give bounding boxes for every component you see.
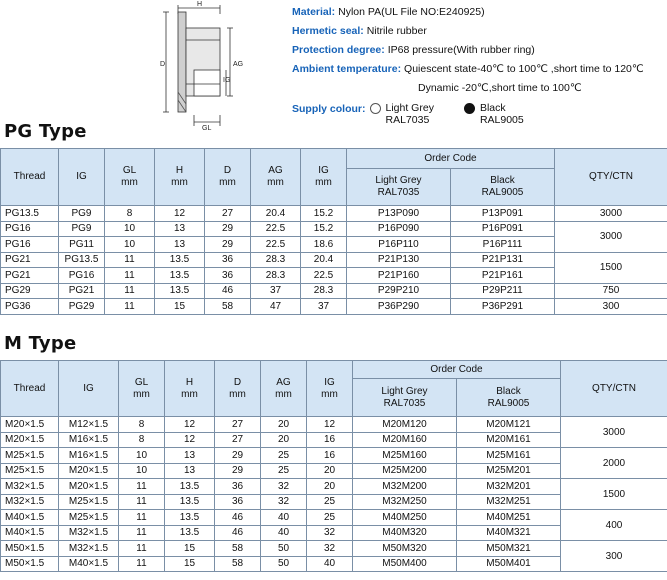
m-type-table	[0, 360, 667, 572]
cell-black: M50M401	[457, 556, 561, 572]
cell-ig2: 25	[307, 510, 353, 526]
cell-d: 58	[215, 541, 261, 557]
cell-h: 15	[155, 299, 205, 315]
cell-h: 13	[165, 463, 215, 479]
pg-col-black: Black RAL9005	[451, 169, 555, 206]
cell-grey: P29P210	[347, 283, 451, 299]
pg-col-light-grey: Light Grey RAL7035	[347, 169, 451, 206]
cell-ag: 25	[261, 448, 307, 464]
cell-black: P13P091	[451, 206, 555, 222]
cell-gl: 10	[105, 237, 155, 253]
cell-d: 36	[215, 479, 261, 495]
cell-ag: 20	[261, 432, 307, 448]
seal-label: Hermetic seal:	[292, 25, 364, 37]
cell-h: 15	[165, 556, 215, 572]
cell-ig: PG13.5	[59, 252, 105, 268]
cell-ig2: 32	[307, 541, 353, 557]
protection-label: Protection degree:	[292, 44, 385, 56]
m-col-h: H mm	[165, 361, 215, 417]
m-col-black: Black RAL9005	[457, 379, 561, 417]
cell-gl: 11	[119, 494, 165, 510]
cell-h: 12	[165, 432, 215, 448]
cell-ig2: 22.5	[301, 268, 347, 284]
cell-grey: M50M400	[353, 556, 457, 572]
cell-ag: 20	[261, 417, 307, 433]
cell-black: P29P211	[451, 283, 555, 299]
cell-thread: PG16	[1, 221, 59, 237]
table-row	[1, 417, 667, 433]
cell-ig2: 15.2	[301, 206, 347, 222]
cell-ig: M20×1.5	[59, 463, 119, 479]
pg-col-thread: Thread	[1, 149, 59, 206]
cell-thread: PG29	[1, 283, 59, 299]
m-type-title: M Type	[4, 333, 77, 354]
cell-gl: 10	[119, 448, 165, 464]
cell-qty: 3000	[561, 417, 667, 448]
cell-grey: P16P090	[347, 221, 451, 237]
cell-grey: M25M200	[353, 463, 457, 479]
cell-h: 13	[165, 448, 215, 464]
light-grey-swatch	[370, 103, 381, 114]
cell-gl: 8	[119, 417, 165, 433]
table-row	[1, 252, 667, 268]
cell-qty: 750	[555, 283, 667, 299]
m-col-ag: AG mm	[261, 361, 307, 417]
cell-black: P21P161	[451, 268, 555, 284]
cell-ig: PG29	[59, 299, 105, 315]
light-grey-name: Light Grey	[385, 102, 434, 114]
cell-d: 46	[205, 283, 251, 299]
pg-col-h: H mm	[155, 149, 205, 206]
spec-protection	[292, 41, 644, 60]
cell-h: 12	[165, 417, 215, 433]
cell-gl: 11	[105, 299, 155, 315]
cell-d: 27	[205, 206, 251, 222]
cell-ag: 50	[261, 541, 307, 557]
cell-gl: 8	[119, 432, 165, 448]
cell-qty: 1500	[561, 479, 667, 510]
reducer-drawing	[150, 0, 250, 135]
cell-gl: 11	[105, 283, 155, 299]
m-col-gl: GL mm	[119, 361, 165, 417]
cell-ig2: 40	[307, 556, 353, 572]
cell-grey: M32M250	[353, 494, 457, 510]
cell-ig: M20×1.5	[59, 479, 119, 495]
cell-h: 13.5	[165, 479, 215, 495]
cell-ag: 32	[261, 494, 307, 510]
cell-h: 13	[155, 221, 205, 237]
cell-grey: M32M200	[353, 479, 457, 495]
cell-ig: M16×1.5	[59, 448, 119, 464]
cell-gl: 8	[105, 206, 155, 222]
cell-ag: 47	[251, 299, 301, 315]
cell-black: M20M121	[457, 417, 561, 433]
cell-d: 27	[215, 417, 261, 433]
cell-ig2: 12	[307, 417, 353, 433]
cell-grey: P13P090	[347, 206, 451, 222]
cell-grey: M40M320	[353, 525, 457, 541]
cell-ig2: 20	[307, 463, 353, 479]
cell-h: 13.5	[165, 510, 215, 526]
temperature-value: Quiescent state-40℃ to 100℃ ,short time to 120℃	[404, 63, 644, 75]
cell-ig2: 16	[307, 432, 353, 448]
black-name: Black	[479, 102, 506, 114]
pg-col-gl: GL mm	[105, 149, 155, 206]
cell-ig2: 18.6	[301, 237, 347, 253]
pg-col-d: D mm	[205, 149, 251, 206]
table-row	[1, 299, 667, 315]
cell-grey: M50M320	[353, 541, 457, 557]
cell-ig: M40×1.5	[59, 556, 119, 572]
cell-thread: M25×1.5	[1, 463, 59, 479]
cell-grey: P21P160	[347, 268, 451, 284]
table-row	[1, 206, 667, 222]
dim-gl-label: GL	[202, 125, 212, 132]
cell-ag: 40	[261, 510, 307, 526]
cell-gl: 11	[119, 541, 165, 557]
cell-h: 13.5	[165, 494, 215, 510]
cell-gl: 11	[119, 479, 165, 495]
cell-h: 13	[155, 237, 205, 253]
cell-ig: PG21	[59, 283, 105, 299]
cell-gl: 11	[119, 525, 165, 541]
black-text	[480, 102, 524, 126]
cell-d: 36	[205, 268, 251, 284]
cell-black: P16P091	[451, 221, 555, 237]
cell-h: 15	[165, 541, 215, 557]
cell-thread: M50×1.5	[1, 541, 59, 557]
cell-thread: M40×1.5	[1, 525, 59, 541]
cell-black: P21P131	[451, 252, 555, 268]
cell-d: 36	[205, 252, 251, 268]
light-grey-text	[386, 102, 434, 126]
table-row	[1, 283, 667, 299]
temperature-dynamic: Dynamic -20℃,short time to 100℃	[418, 82, 582, 94]
black-ral: RAL9005	[479, 114, 524, 126]
cell-grey: M20M120	[353, 417, 457, 433]
cell-gl: 10	[119, 463, 165, 479]
cell-ag: 28.3	[251, 252, 301, 268]
cell-gl: 11	[105, 268, 155, 284]
cell-ig: M32×1.5	[59, 525, 119, 541]
cell-thread: M20×1.5	[1, 417, 59, 433]
cell-ag: 22.5	[251, 221, 301, 237]
cell-h: 13.5	[155, 268, 205, 284]
cell-thread: M32×1.5	[1, 494, 59, 510]
pg-col-qty: QTY/CTN	[555, 149, 667, 206]
spec-supply	[292, 100, 644, 126]
cell-thread: PG21	[1, 252, 59, 268]
cell-black: M25M201	[457, 463, 561, 479]
cell-ig: M16×1.5	[59, 432, 119, 448]
cell-ig2: 20	[307, 479, 353, 495]
material-label: Material:	[292, 6, 336, 18]
cell-h: 13.5	[155, 252, 205, 268]
cell-grey: M25M160	[353, 448, 457, 464]
cell-ag: 28.3	[251, 268, 301, 284]
cell-grey: P21P130	[347, 252, 451, 268]
cell-grey: M40M250	[353, 510, 457, 526]
cell-thread: M20×1.5	[1, 432, 59, 448]
m-col-qty: QTY/CTN	[561, 361, 667, 417]
cell-ig2: 20.4	[301, 252, 347, 268]
cell-gl: 11	[119, 510, 165, 526]
pg-col-ag: AG mm	[251, 149, 301, 206]
cell-ig2: 16	[307, 448, 353, 464]
spec-seal	[292, 22, 644, 41]
cell-ag: 22.5	[251, 237, 301, 253]
cell-black: P16P111	[451, 237, 555, 253]
black-swatch	[464, 103, 475, 114]
cell-h: 12	[155, 206, 205, 222]
cell-ag: 37	[251, 283, 301, 299]
m-col-thread: Thread	[1, 361, 59, 417]
cell-d: 58	[215, 556, 261, 572]
cell-black: M40M251	[457, 510, 561, 526]
cell-qty: 300	[561, 541, 667, 572]
table-row	[1, 479, 667, 495]
pg-col-ig-mm: IG mm	[301, 149, 347, 206]
cell-black: M40M321	[457, 525, 561, 541]
m-col-light-grey: Light Grey RAL7035	[353, 379, 457, 417]
cell-thread: PG21	[1, 268, 59, 284]
spec-temperature	[292, 60, 644, 79]
cell-d: 29	[215, 463, 261, 479]
m-col-ig: IG	[59, 361, 119, 417]
cell-black: M32M201	[457, 479, 561, 495]
cell-ig: PG9	[59, 221, 105, 237]
pg-col-ig: IG	[59, 149, 105, 206]
cell-d: 36	[215, 494, 261, 510]
cell-d: 29	[215, 448, 261, 464]
cell-black: P36P291	[451, 299, 555, 315]
cell-qty: 300	[555, 299, 667, 315]
cell-thread: PG13.5	[1, 206, 59, 222]
cell-ig: PG9	[59, 206, 105, 222]
m-col-order-code: Order Code	[353, 361, 561, 379]
cell-gl: 10	[105, 221, 155, 237]
cell-black: M32M251	[457, 494, 561, 510]
supply-label: Supply colour:	[292, 103, 366, 115]
cell-qty: 400	[561, 510, 667, 541]
cell-h: 13.5	[155, 283, 205, 299]
cell-ig2: 28.3	[301, 283, 347, 299]
cell-thread: PG16	[1, 237, 59, 253]
cell-qty: 3000	[555, 206, 667, 222]
cell-d: 46	[215, 525, 261, 541]
cell-thread: M50×1.5	[1, 556, 59, 572]
cell-black: M20M161	[457, 432, 561, 448]
cell-d: 27	[215, 432, 261, 448]
cell-h: 13.5	[165, 525, 215, 541]
cell-d: 29	[205, 221, 251, 237]
cell-qty: 2000	[561, 448, 667, 479]
cell-ig2: 25	[307, 494, 353, 510]
cell-grey: M20M160	[353, 432, 457, 448]
protection-value: IP68 pressure(With rubber ring)	[387, 44, 535, 56]
material-value: Nylon PA(UL File NO:E240925)	[338, 6, 485, 18]
cell-thread: PG36	[1, 299, 59, 315]
dim-h-label: H	[197, 1, 203, 8]
cell-ig: M32×1.5	[59, 541, 119, 557]
cell-ig: PG11	[59, 237, 105, 253]
cell-ag: 25	[261, 463, 307, 479]
cell-qty: 1500	[555, 252, 667, 283]
cell-grey: P36P290	[347, 299, 451, 315]
pg-col-order-code: Order Code	[347, 149, 555, 169]
cell-black: M50M321	[457, 541, 561, 557]
dim-ig-label: IG	[223, 77, 231, 84]
cell-ig: M25×1.5	[59, 510, 119, 526]
temperature-label: Ambient temperature:	[292, 63, 402, 75]
cell-ig: M25×1.5	[59, 494, 119, 510]
cell-gl: 11	[119, 556, 165, 572]
cell-ig2: 37	[301, 299, 347, 315]
spec-material	[292, 3, 644, 22]
cell-gl: 11	[105, 252, 155, 268]
cell-ag: 50	[261, 556, 307, 572]
cell-ag: 32	[261, 479, 307, 495]
cell-black: M25M161	[457, 448, 561, 464]
cell-ig: M12×1.5	[59, 417, 119, 433]
cell-ig2: 32	[307, 525, 353, 541]
light-grey-ral: RAL7035	[385, 114, 430, 126]
cell-ag: 40	[261, 525, 307, 541]
cell-thread: M32×1.5	[1, 479, 59, 495]
cell-ig2: 15.2	[301, 221, 347, 237]
cell-ag: 20.4	[251, 206, 301, 222]
cell-qty: 3000	[555, 221, 667, 252]
dim-d-label: D	[160, 61, 166, 68]
cell-ig: PG16	[59, 268, 105, 284]
pg-type-table	[0, 148, 667, 315]
cell-d: 29	[205, 237, 251, 253]
spec-block	[292, 3, 644, 126]
cell-d: 46	[215, 510, 261, 526]
cell-thread: M25×1.5	[1, 448, 59, 464]
table-row	[1, 448, 667, 464]
pg-type-title: PG Type	[4, 121, 87, 142]
m-col-ig-mm: IG mm	[307, 361, 353, 417]
seal-value: Nitrile rubber	[366, 25, 427, 37]
m-col-d: D mm	[215, 361, 261, 417]
table-row	[1, 221, 667, 237]
table-row	[1, 510, 667, 526]
cell-thread: M40×1.5	[1, 510, 59, 526]
table-row	[1, 541, 667, 557]
cell-grey: P16P110	[347, 237, 451, 253]
cell-d: 58	[205, 299, 251, 315]
dim-ag-label: AG	[233, 61, 244, 68]
